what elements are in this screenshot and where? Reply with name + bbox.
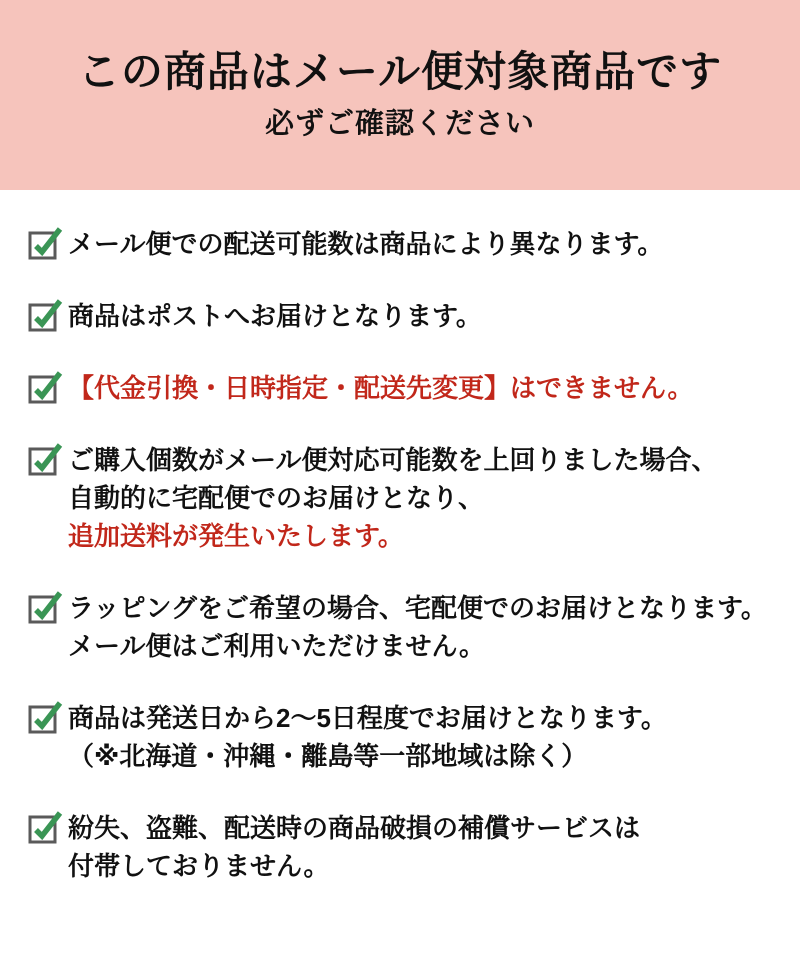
notice-line: メール便での配送可能数は商品により異なります。 — [68, 229, 664, 259]
notice-line: 自動的に宅配便でのお届けとなり、 — [68, 483, 485, 513]
notice-item-2 — [28, 297, 790, 335]
notice-line: ご購入個数がメール便対応可能数を上回りました場合、 — [68, 445, 718, 475]
notice-text — [68, 589, 767, 665]
notice-text — [68, 441, 717, 555]
checkbox-checked-icon — [28, 810, 62, 844]
notice-line: 紛失、盗難、配送時の商品破損の補償サービスは — [68, 813, 641, 843]
checkbox-checked-icon — [28, 700, 62, 734]
checkbox-checked-icon — [28, 370, 62, 404]
notice-line-warning: 【代金引換・日時指定・配送先変更】はできません。 — [68, 373, 694, 403]
notice-text — [68, 699, 667, 775]
notice-item-4 — [28, 441, 790, 555]
notice-item-3 — [28, 369, 790, 407]
notice-line: 商品は発送日から2〜5日程度でお届けとなります。 — [68, 703, 667, 733]
checkbox-checked-icon — [28, 442, 62, 476]
notice-header — [0, 0, 800, 190]
checkbox-checked-icon — [28, 226, 62, 260]
notice-item-5 — [28, 589, 790, 665]
notice-item-7 — [28, 809, 790, 885]
checkbox-checked-icon — [28, 298, 62, 332]
checkbox-checked-icon — [28, 590, 62, 624]
notice-line: （※北海道・沖縄・離島等一部地域は除く） — [68, 741, 588, 771]
notice-text — [68, 297, 482, 335]
notice-line: メール便はご利用いただけません。 — [68, 631, 486, 661]
notice-item-6 — [28, 699, 790, 775]
notice-list — [0, 190, 800, 885]
notice-line: 付帯しておりません。 — [68, 851, 330, 881]
notice-text — [68, 225, 663, 263]
notice-line: ラッピングをご希望の場合、宅配便でのお届けとなります。 — [68, 593, 767, 623]
notice-subtitle: 必ずご確認ください — [264, 108, 535, 140]
notice-item-1 — [28, 225, 790, 263]
notice-text — [68, 369, 694, 407]
notice-title: この商品はメール便対象商品です — [77, 48, 723, 95]
notice-line: 商品はポストへお届けとなります。 — [68, 301, 482, 331]
notice-line-warning: 追加送料が発生いたします。 — [68, 521, 404, 551]
notice-text — [68, 809, 640, 885]
